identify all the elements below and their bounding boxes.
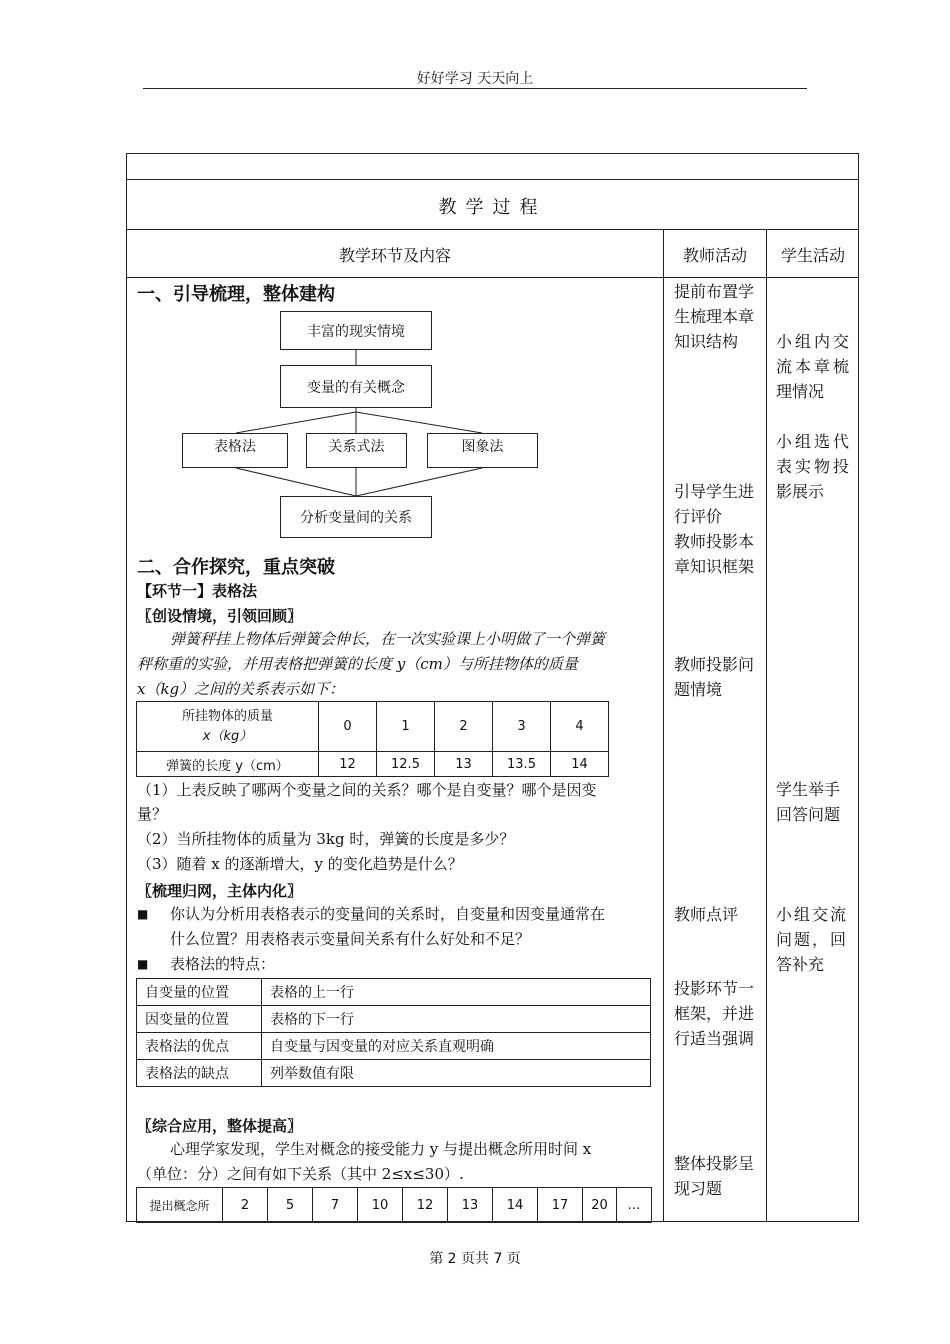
bullet-text-line: 什么位置？用表格表示变量间关系有什么好处和不足？ — [170, 930, 531, 948]
question-line: 量？ — [137, 805, 168, 823]
concept-time-value-cell: 5 — [268, 1188, 313, 1223]
column-header-content: 教学环节及内容 — [338, 246, 451, 265]
link1-heading: 【环节一】表格法 — [137, 582, 258, 600]
concept-time-value-cell: 13 — [448, 1188, 493, 1223]
bullet-square-icon: ■ — [137, 907, 149, 921]
page-footer-text: 第 2 页共 7 页 — [429, 1251, 521, 1267]
length-label-cell: 弹簧的长度 y（cm） — [137, 752, 319, 777]
length-value-cell: 13 — [435, 752, 493, 777]
student-activity-text: 问题，回 — [776, 930, 849, 949]
teacher-activity-text: 提前布置学 — [674, 282, 755, 301]
teacher-activity-text: 整体投影呈 — [674, 1154, 755, 1173]
student-activity-text: 影展示 — [776, 482, 825, 501]
mass-value-cell: 3 — [493, 702, 551, 752]
application-paragraph-line: （单位：分）之间有如下关系（其中 2≤x≤30）. — [137, 1165, 464, 1183]
length-value-cell: 12 — [319, 752, 377, 777]
part2-heading: 二、合作探究，重点突破 — [137, 557, 335, 578]
question-line: （3）随着 x 的逐渐增大，y 的变化趋势是什么？ — [137, 855, 463, 873]
student-activity-text: 小组内交 — [776, 332, 853, 351]
feature-key-cell: 因变量的位置 — [137, 1006, 262, 1033]
teacher-activity-text: 框架，并进 — [674, 1004, 755, 1023]
student-activity-text: 回答问题 — [776, 805, 841, 824]
sub-heading-situation: 〖创设情境，引领回顾〗 — [137, 607, 303, 625]
bullet-text-line: 你认为分析用表格表示的变量间的关系时，自变量和因变量通常在 — [170, 905, 606, 923]
concept-time-value-cell: 7 — [313, 1188, 358, 1223]
sub-heading-summary: 〖梳理归网，主体内化〗 — [137, 882, 303, 900]
question-line: （2）当所挂物体的质量为 3kg 时，弹簧的长度是多少？ — [137, 830, 515, 848]
table-method-features — [136, 978, 651, 1087]
flow-box-formula-method: 关系式法 — [306, 433, 407, 468]
feature-value-cell: 列举数值有限 — [262, 1060, 651, 1087]
feature-key-cell: 表格法的优点 — [137, 1033, 262, 1060]
student-activity-text: 小组选代 — [776, 432, 853, 451]
concept-time-value-cell: 2 — [223, 1188, 268, 1223]
length-value-cell: 13.5 — [493, 752, 551, 777]
feature-key-cell: 自变量的位置 — [137, 979, 262, 1006]
student-activity-text: 理情况 — [776, 382, 825, 401]
length-value-cell: 12.5 — [377, 752, 435, 777]
column-header-student: 学生活动 — [780, 246, 845, 265]
concept-time-label-cell: 提出概念所 — [137, 1188, 223, 1223]
teacher-activity-text: 投影环节一 — [674, 979, 755, 998]
student-activity-text: 表实物投 — [776, 457, 853, 476]
teacher-activity-text: 行评价 — [674, 507, 723, 526]
student-activity-text: 小组交流 — [776, 905, 849, 924]
flow-box-table-method: 表格法 — [182, 433, 288, 468]
question-line: （1）上表反映了哪两个变量之间的关系？哪个是自变量？哪个是因变 — [137, 781, 597, 799]
student-activity-text: 学生举手 — [776, 780, 841, 799]
spring-data-table — [136, 701, 609, 777]
sub-heading-application: 〖综合应用，整体提高〗 — [137, 1117, 303, 1135]
student-activity-text: 答补充 — [776, 955, 825, 974]
flow-box-real-context: 丰富的现实情境 — [280, 311, 432, 350]
teacher-activity-text: 生梳理本章 — [674, 307, 755, 326]
bullet-text-line: 表格法的特点： — [170, 955, 276, 973]
part1-heading: 一、引导梳理，整体建构 — [137, 284, 335, 305]
section-title: 教学过程 — [438, 197, 547, 218]
concept-time-value-cell: 17 — [538, 1188, 583, 1223]
concept-time-table — [136, 1187, 652, 1223]
mass-value-cell: 0 — [319, 702, 377, 752]
mass-unit-label: x（kg） — [202, 728, 253, 744]
feature-value-cell: 表格的下一行 — [262, 1006, 651, 1033]
mass-value-cell: 4 — [551, 702, 609, 752]
feature-value-cell: 自变量与因变量的对应关系直观明确 — [262, 1033, 651, 1060]
feature-value-cell: 表格的上一行 — [262, 979, 651, 1006]
page-header-text: 好好学习 天天向上 — [416, 71, 534, 87]
concept-time-value-cell: 20 — [583, 1188, 617, 1223]
flow-box-graph-method: 图象法 — [427, 433, 538, 468]
teacher-activity-text: 行适当强调 — [674, 1029, 755, 1048]
bullet-square-icon: ■ — [137, 957, 149, 971]
flow-box-variable-concepts: 变量的有关概念 — [280, 365, 432, 408]
teacher-activity-text: 引导学生进 — [674, 482, 755, 501]
intro-paragraph-line: x（kg）之间的关系表示如下： — [137, 680, 345, 698]
mass-value-cell: 1 — [377, 702, 435, 752]
teacher-activity-text: 题情境 — [674, 680, 723, 699]
intro-paragraph-line: 秤称重的实验，并用表格把弹簧的长度 y（cm）与所挂物体的质量 — [137, 655, 578, 673]
concept-time-value-cell: 12 — [403, 1188, 448, 1223]
mass-label-cell — [137, 702, 319, 752]
teacher-activity-text: 教师投影本 — [674, 532, 755, 551]
mass-label: 所挂物体的质量 — [181, 708, 273, 724]
feature-key-cell: 表格法的缺点 — [137, 1060, 262, 1087]
concept-time-value-cell: 10 — [358, 1188, 403, 1223]
mass-value-cell: 2 — [435, 702, 493, 752]
length-value-cell: 14 — [551, 752, 609, 777]
student-activity-text: 流本章梳 — [776, 357, 853, 376]
flow-box-analyze-relations: 分析变量间的关系 — [280, 496, 432, 538]
teacher-activity-text: 章知识框架 — [674, 557, 755, 576]
teacher-activity-text: 教师投影问 — [674, 655, 755, 674]
teacher-activity-text: 教师点评 — [674, 905, 739, 924]
application-paragraph-line: 心理学家发现，学生对概念的接受能力 y 与提出概念所用时间 x — [170, 1140, 592, 1158]
teacher-activity-text: 现习题 — [674, 1179, 723, 1198]
column-header-teacher: 教师活动 — [682, 246, 747, 265]
concept-time-value-cell: … — [617, 1188, 652, 1223]
concept-time-value-cell: 14 — [493, 1188, 538, 1223]
intro-paragraph-line: 弹簧秤挂上物体后弹簧会伸长，在一次实验课上小明做了一个弹簧 — [170, 630, 606, 648]
teacher-activity-text: 知识结构 — [674, 332, 739, 351]
